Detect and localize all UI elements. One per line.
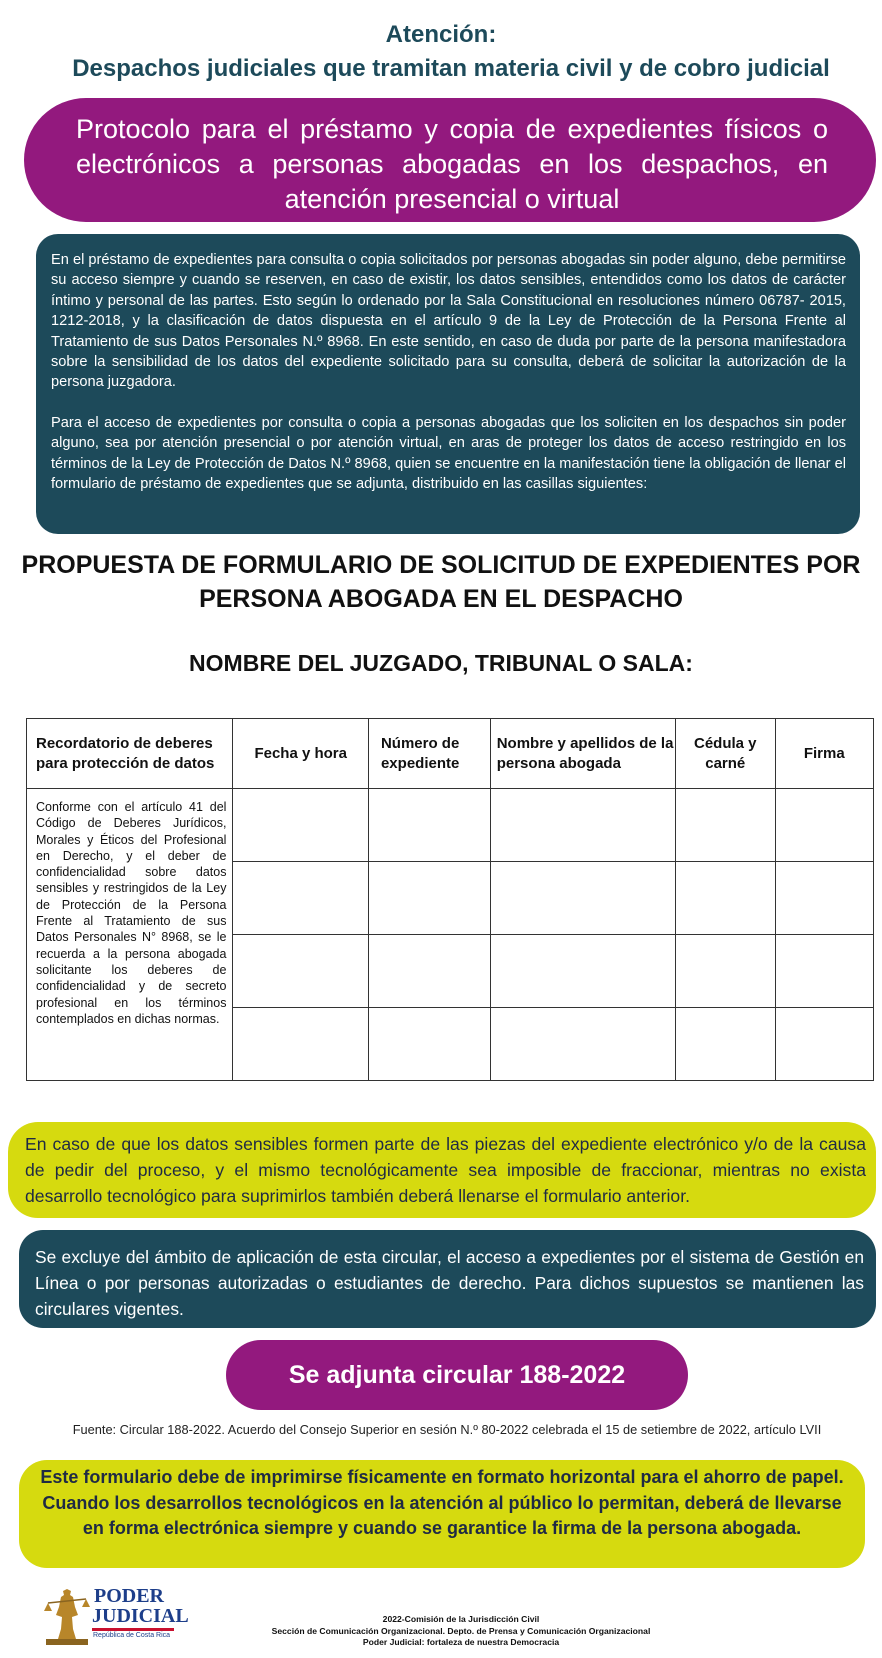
id-card-cell[interactable] <box>676 935 776 1008</box>
date-time-cell[interactable] <box>233 862 369 935</box>
column-header-lawyer-name: Nombre y apellidos de la persona abogada <box>490 719 675 789</box>
justice-statue-icon <box>42 1585 92 1647</box>
audience-heading: Despachos judiciales que tramitan materia civil y de cobro judicial <box>72 55 830 82</box>
credits-line-3: Poder Judicial: fortaleza de nuestra Democracia <box>362 1637 560 1647</box>
intro-paragraph-1: En el préstamo de expedientes para consulta o copia solicitados por personas abogadas sin poder alguno, debe permitirse su acceso siempre y cuando se reserven, en caso de existir, los datos sensibles, entendidos como los datos de carácter íntimo y personal de las partes. Esto según lo ordenado por la Sala Constitucional en resoluciones número 06787- 2015, 1212-2018, y la clasificación de datos dispuesta en el artículo 9 de la Ley de Protección de la Persona Frente al Tratamiento de sus Datos Personales N.º 8968. En este sentido, en caso de duda por parte de la persona manifestadora sobre la sensibilidad de los datos del expediente solicitado para su consulta, deberá de solicitar la autorización de la persona juzgadora. <box>51 252 846 391</box>
reminder-text: Conforme con el artículo 41 del Código de Deberes Jurídicos, Morales y Éticos del Profesional en Derecho, y el deber de confidencialidad sobre datos sensibles y restringidos de la Ley de Protección de la Persona Frente al Tratamiento de sus Datos Personales N° 8968, se le recuerda a la persona abogada solicitante los deberes de confidencialidad y de secreto profesional en los términos contemplados en dichas normas. <box>27 789 233 1081</box>
date-time-cell[interactable] <box>233 1008 369 1081</box>
court-name-label: NOMBRE DEL JUZGADO, TRIBUNAL O SALA: <box>189 650 693 676</box>
lawyer-name-cell[interactable] <box>490 789 675 862</box>
request-form-table <box>26 718 874 1081</box>
signature-cell[interactable] <box>775 862 873 935</box>
case-number-cell[interactable] <box>368 1008 490 1081</box>
column-header-signature: Firma <box>775 719 873 789</box>
logo-divider <box>92 1628 174 1631</box>
poder-judicial-logo <box>42 1585 189 1647</box>
table-row <box>27 789 874 862</box>
attached-circular-label: Se adjunta circular 188-2022 <box>226 1340 688 1410</box>
credits-line-2: Sección de Comunicación Organizacional. Depto. de Prensa y Comunicación Organizacional <box>271 1625 651 1636</box>
column-header-id-card: Cédula y carné <box>676 719 776 789</box>
lawyer-name-cell[interactable] <box>490 1008 675 1081</box>
case-number-cell[interactable] <box>368 862 490 935</box>
footer-credits <box>190 1614 732 1649</box>
logo-subtitle: República de Costa Rica <box>93 1632 171 1639</box>
lawyer-name-cell[interactable] <box>490 935 675 1008</box>
form-title: PROPUESTA DE FORMULARIO DE SOLICITUD DE EXPEDIENTES POR PERSONA ABOGADA EN EL DESPACHO <box>21 551 861 613</box>
logo-text-judicial: JUDICIAL <box>92 1605 189 1627</box>
table-header-row <box>27 719 874 789</box>
attention-heading: Atención: <box>385 21 497 48</box>
intro-box <box>36 234 860 534</box>
column-header-case-number: Número de expediente <box>368 719 490 789</box>
lawyer-name-cell[interactable] <box>490 862 675 935</box>
date-time-cell[interactable] <box>233 789 369 862</box>
column-header-reminder: Recordatorio de deberes para protección de datos <box>27 719 233 789</box>
exclusion-notice: Se excluye del ámbito de aplicación de esta circular, el acceso a expedientes por el sistema de Gestión en Línea o por personas autorizadas o estudiantes de derecho. Para dichos supuestos se mantienen las circulares vigentes. <box>19 1230 876 1328</box>
id-card-cell[interactable] <box>676 1008 776 1081</box>
header <box>0 18 882 86</box>
id-card-cell[interactable] <box>676 789 776 862</box>
column-header-date-time: Fecha y hora <box>233 719 369 789</box>
intro-paragraph-2: Para el acceso de expedientes por consulta o copia a personas abogadas que los soliciten en los despachos sin poder alguno, sea por atención presencial o por atención virtual, en aras de proteger los datos de acceso restringido en los términos de la Ley de Protección de Datos N.º 8968, quien se encuentre en la manifestación tiene la obligación de llenar el formulario de préstamo de expedientes que se adjunta, distribuido en las casillas siguientes: <box>51 414 846 493</box>
print-notice: Este formulario debe de imprimirse físicamente en formato horizontal para el ahorro de papel. Cuando los desarrollos tecnológicos en la atención al público lo permitan, deberá de llevarse en forma electrónica siempre y cuando se garantice la firma de la persona abogada. <box>19 1460 865 1568</box>
source-note: Fuente: Circular 188-2022. Acuerdo del Consejo Superior en sesión N.º 80-2022 celebrada el 15 de setiembre de 2022, artículo LVII <box>72 1422 822 1437</box>
credits-line-1: 2022-Comisión de la Jurisdicción Civil <box>382 1614 540 1624</box>
protocol-title: Protocolo para el préstamo y copia de expedientes físicos o electrónicos a personas abogadas en los despachos, en atención presencial o virtual <box>24 98 876 222</box>
case-number-cell[interactable] <box>368 935 490 1008</box>
signature-cell[interactable] <box>775 1008 873 1081</box>
sensitive-data-notice: En caso de que los datos sensibles formen parte de las piezas del expediente electrónico y/o de la causa de pedir del proceso, y el mismo tecnológicamente sea imposible de fraccionar, mientras no exista desarrollo tecnológico para suprimirlos también deberá llenarse el formulario anterior. <box>8 1122 876 1218</box>
logo-text-poder: PODER <box>94 1585 164 1607</box>
signature-cell[interactable] <box>775 935 873 1008</box>
case-number-cell[interactable] <box>368 789 490 862</box>
signature-cell[interactable] <box>775 789 873 862</box>
id-card-cell[interactable] <box>676 862 776 935</box>
date-time-cell[interactable] <box>233 935 369 1008</box>
